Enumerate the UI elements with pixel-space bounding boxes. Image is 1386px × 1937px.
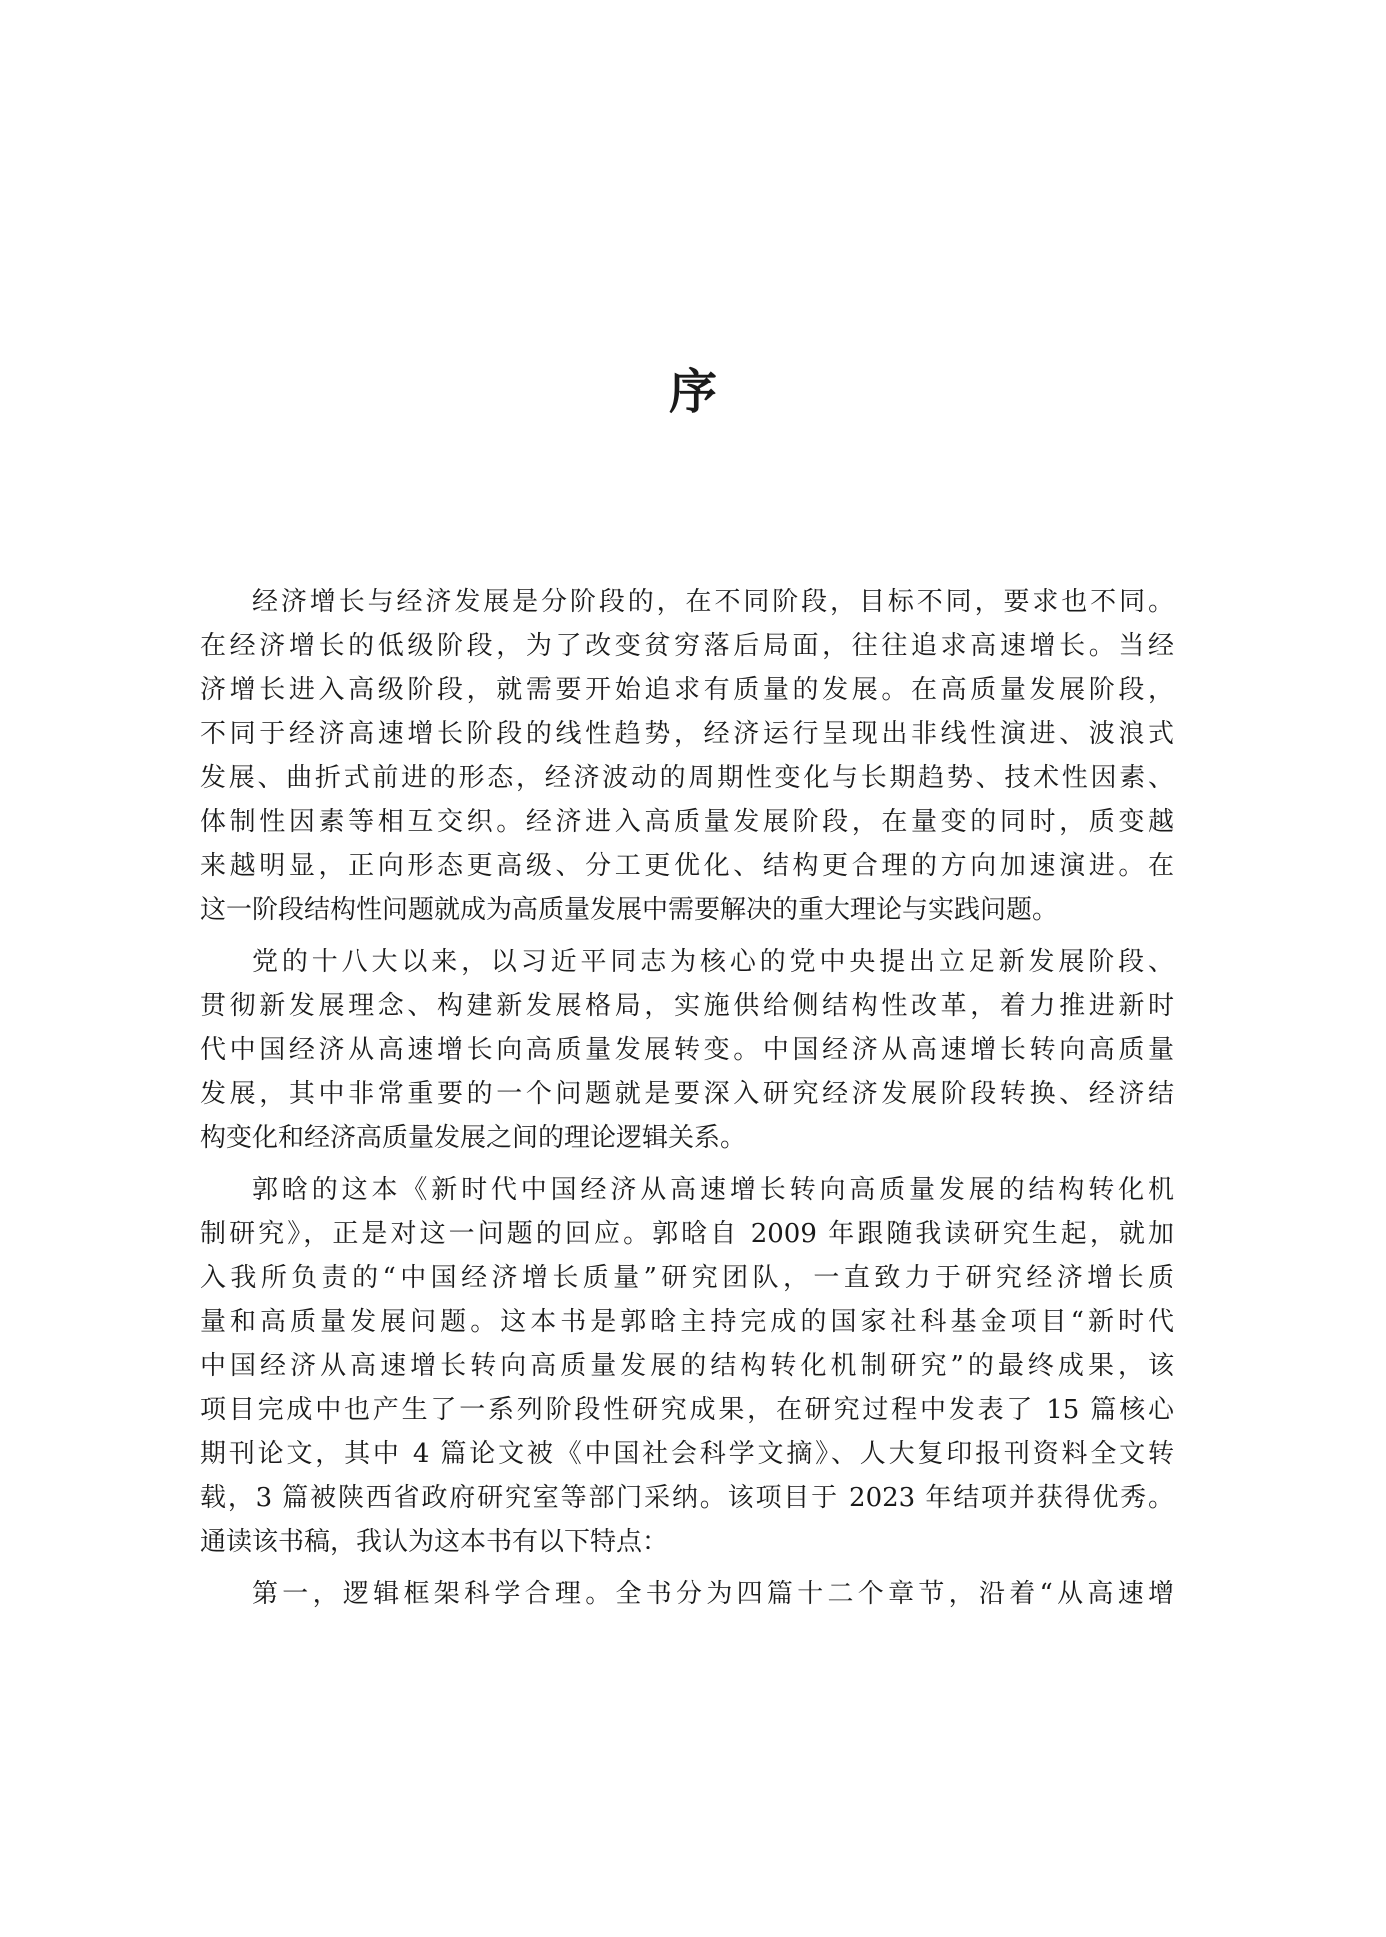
text-line: 中国经济从高速增长转向高质量发展的结构转化机制研究”的最终成果，该 (200, 1351, 1174, 1381)
text-line: 济增长进入高级阶段，就需要开始追求有质量的发展。在高质量发展阶段， (200, 675, 1174, 705)
page-title: 序 (668, 364, 717, 420)
paragraph (200, 1572, 1174, 1616)
text-line: 这一阶段结构性问题就成为高质量发展中需要解决的重大理论与实践问题。 (200, 895, 1059, 925)
text-line: 郭晗的这本《新时代中国经济从高速增长转向高质量发展的结构转化机 (252, 1175, 1174, 1205)
text-line: 在经济增长的低级阶段，为了改变贫穷落后局面，往往追求高速增长。当经 (200, 631, 1174, 661)
paragraph (200, 1168, 1174, 1564)
text-line: 通读该书稿，我认为这本书有以下特点： (200, 1527, 669, 1557)
paragraph (200, 580, 1174, 932)
text-line: 制研究》，正是对这一问题的回应。郭晗自 2009 年跟随我读研究生起，就加 (200, 1219, 1174, 1249)
text-line: 来越明显，正向形态更高级、分工更优化、结构更合理的方向加速演进。在 (200, 851, 1174, 881)
text-line: 贯彻新发展理念、构建新发展格局，实施供给侧结构性改革，着力推进新时 (200, 991, 1174, 1021)
text-line: 党的十八大以来，以习近平同志为核心的党中央提出立足新发展阶段、 (252, 947, 1174, 977)
text-line: 项目完成中也产生了一系列阶段性研究成果，在研究过程中发表了 15 篇核心 (200, 1395, 1174, 1425)
text-line: 载，3 篇被陕西省政府研究室等部门采纳。该项目于 2023 年结项并获得优秀。 (200, 1483, 1174, 1513)
text-line: 第一，逻辑框架科学合理。全书分为四篇十二个章节，沿着“从高速增 (252, 1579, 1174, 1609)
text-line: 发展、曲折式前进的形态，经济波动的周期性变化与长期趋势、技术性因素、 (200, 763, 1174, 793)
text-line: 经济增长与经济发展是分阶段的，在不同阶段，目标不同，要求也不同。 (252, 587, 1174, 617)
text-line: 体制性因素等相互交织。经济进入高质量发展阶段，在量变的同时，质变越 (200, 807, 1174, 837)
text-line: 入我所负责的“中国经济增长质量”研究团队，一直致力于研究经济增长质 (200, 1263, 1174, 1293)
paragraph (200, 940, 1174, 1160)
text-line: 发展，其中非常重要的一个问题就是要深入研究经济发展阶段转换、经济结 (200, 1079, 1174, 1109)
text-line: 代中国经济从高速增长向高质量发展转变。中国经济从高速增长转向高质量 (200, 1035, 1174, 1065)
text-line: 不同于经济高速增长阶段的线性趋势，经济运行呈现出非线性演进、波浪式 (200, 719, 1174, 749)
text-line: 期刊论文，其中 4 篇论文被《中国社会科学文摘》、人大复印报刊资料全文转 (200, 1439, 1174, 1469)
text-line: 构变化和经济高质量发展之间的理论逻辑关系。 (200, 1123, 747, 1153)
text-line: 量和高质量发展问题。这本书是郭晗主持完成的国家社科基金项目“新时代 (200, 1307, 1174, 1337)
body-text (200, 580, 1174, 1616)
